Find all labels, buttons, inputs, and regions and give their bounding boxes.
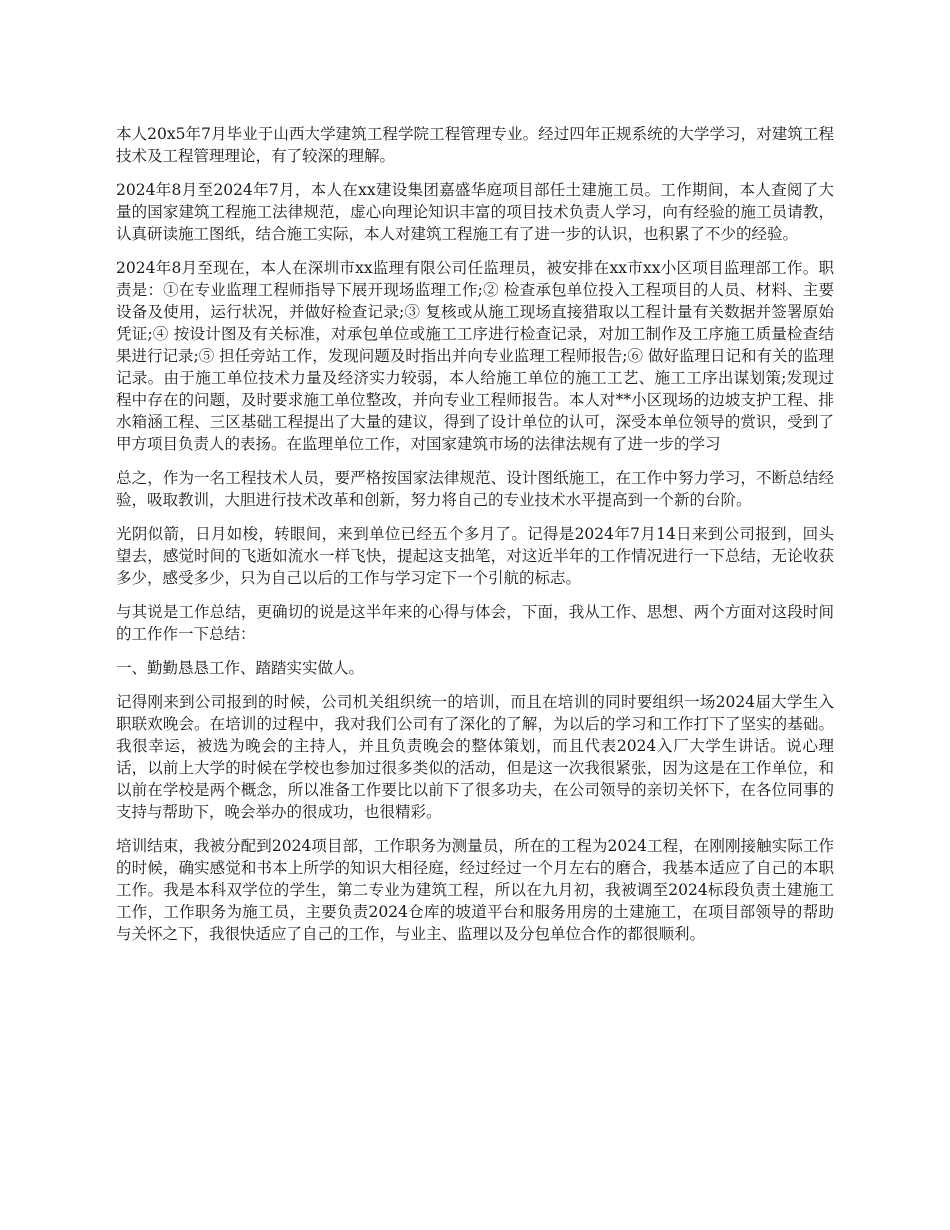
- paragraph-4: 总之，作为一名工程技术人员，要严格按国家法律规范、设计图纸施工，在工作中努力学习，不断总结经验，吸取教训，大胆进行技术改革和创新，努力将自己的专业技术水平提高到一个新的台阶。: [116, 469, 834, 509]
- paragraph-8: 记得刚来到公司报到的时候，公司机关组织统一的培训，而且在培训的同时要组织一场2024届大学生入职联欢晚会。在培训的过程中，我对我们公司有了深化的了解，为以后的学习和工作打下了坚实的基础。我很幸运，被选为晚会的主持人，并且负责晚会的整体策划，而且代表2024入厂大学生讲话。说心理话，以前上大学的时候在学校也参加过很多类似的活动，但是这一次我很紧张，因为这是在工作单位，和以前在学校是两个概念，所以准备工作要比以前下了很多功夫，在公司领导的亲切关怀下，在各位同事的支持与帮助下，晚会举办的很成功，也很精彩。: [116, 693, 834, 821]
- paragraph-9: 培训结束，我被分配到2024项目部，工作职务为测量员，所在的工程为2024工程，在刚刚接触实际工作的时候，确实感觉和书本上所学的知识大相径庭，经过经过一个月左右的磨合，我基本适应了自己的本职工作。我是本科双学位的学生，第二专业为建筑工程，所以在九月初，我被调至2024标段负责土建施工工作，工作职务为施工员，主要负责2024仓库的坡道平台和服务用房的土建施工，在项目部领导的帮助与关怀之下，我很快适应了自己的工作，与业主、监理以及分包单位合作的都很顺利。: [116, 837, 834, 943]
- paragraph-1: 本人20x5年7月毕业于山西大学建筑工程学院工程管理专业。经过四年正规系统的大学学习，对建筑工程技术及工程管理理论，有了较深的理解。: [116, 125, 834, 165]
- section-heading: 一、勤勤恳恳工作、踏踏实实做人。: [116, 659, 365, 677]
- paragraph-2: 2024年8月至2024年7月，本人在xx建设集团嘉盛华庭项目部任土建施工员。工作期间，本人查阅了大量的国家建筑工程施工法律规范，虚心向理论知识丰富的项目技术负责人学习，向有经验的施工员请教，认真研读施工图纸，结合施工实际，本人对建筑工程施工有了进一步的认识，也积累了不少的经验。: [116, 181, 834, 243]
- document-body: [116, 123, 834, 957]
- paragraph-6: 与其说是工作总结，更确切的说是这半年来的心得与体会，下面，我从工作、思想、两个方面对这段时间的工作作一下总结：: [116, 603, 834, 643]
- paragraph-3: 2024年8月至现在，本人在深圳市xx监理有限公司任监理员，被安排在xx市xx小区项目监理部工作。职责是：①在专业监理工程师指导下展开现场监理工作;② 检查承包单位投入工程项目的人员、材料、主要设备及使用，运行状况，并做好检查记录;③ 复核或从施工现场直接猎取以工程计量有关数据并签署原始凭证;④ 按设计图及有关标准，对承包单位或施工工序进行检查记录，对加工制作及工序施工质量检查结果进行记录;⑤ 担任旁站工作，发现问题及时指出并向专业监理工程师报告;⑥ 做好监理日记和有关的监理记录。由于施工单位技术力量及经济实力较弱，本人给施工单位的施工工艺、施工工序出谋划策;发现过程中存在的问题，及时要求施工单位整改，并向专业工程师报告。本人对**小区现场的边坡支护工程、排水箱涵工程、三区基础工程提出了大量的建议，得到了设计单位的认可，深受本单位领导的赏识，受到了甲方项目负责人的表扬。在监理单位工作，对国家建筑市场的法律法规有了进一步的学习: [116, 259, 834, 453]
- paragraph-5: 光阴似箭，日月如梭，转眼间，来到单位已经五个多月了。记得是2024年7月14日来到公司报到，回头望去，感觉时间的飞逝如流水一样飞快，提起这支拙笔，对这近半年的工作情况进行一下总结，无论收获多少，感受多少，只为自己以后的工作与学习定下一个引航的标志。: [116, 525, 834, 587]
